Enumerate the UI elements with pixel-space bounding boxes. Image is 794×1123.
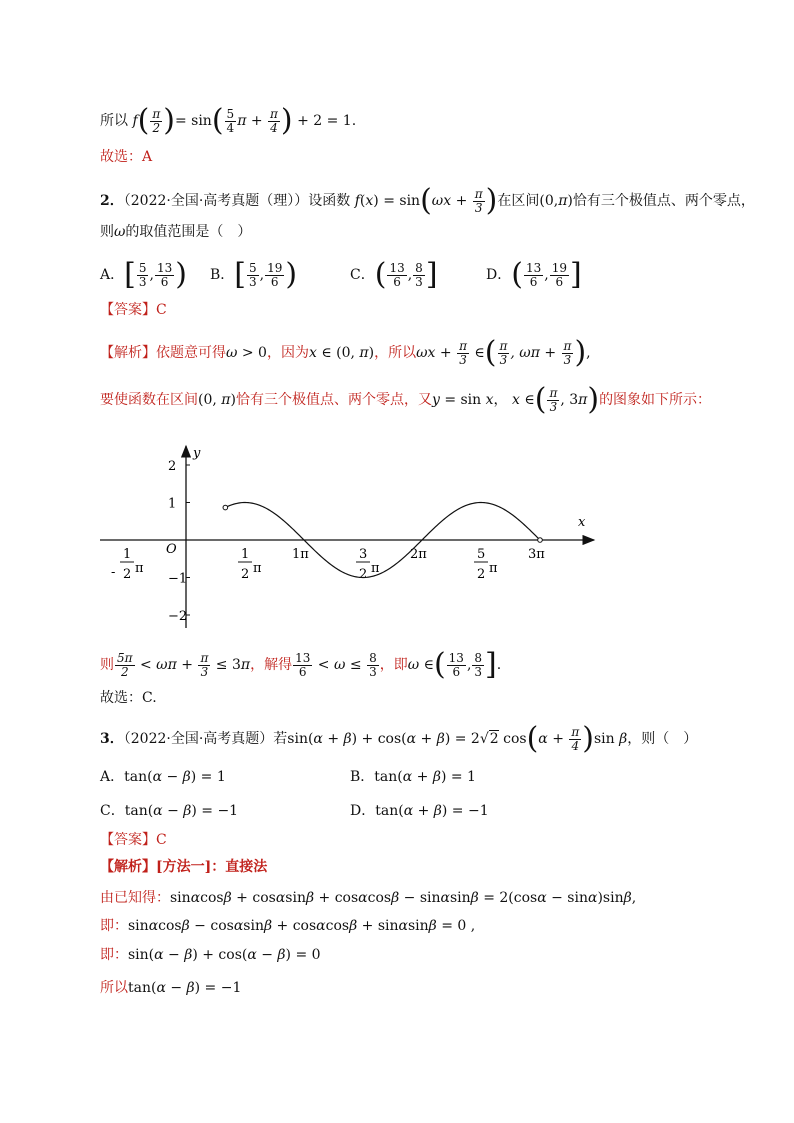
svg-text:5: 5 xyxy=(477,547,486,562)
question-2-stem-end: 恰有三个极值点、两个零点， xyxy=(572,193,755,209)
question-2-number: 2． xyxy=(100,193,124,209)
svg-text:3: 3 xyxy=(359,547,368,562)
y-axis-label: y xyxy=(193,446,201,461)
question-3-option-a: A．tan(α − β) = 1 xyxy=(100,769,226,785)
svg-text:2: 2 xyxy=(241,567,250,582)
question-3-step-2: 即：sinαcosβ − cosαsinβ + cosαcosβ + sinαsinβ = 0 , xyxy=(100,918,476,934)
curve-end-open-point xyxy=(538,538,543,543)
curve-start-open-point xyxy=(223,505,228,510)
origin-label: O xyxy=(166,542,177,557)
choice-line-1: 故选：A xyxy=(100,149,153,165)
svg-text:π: π xyxy=(135,561,144,576)
svg-text:π: π xyxy=(371,561,380,576)
svg-text:-: - xyxy=(111,565,116,580)
x-fraction-tick-label xyxy=(474,547,498,582)
question-2-choose: 故选：C. xyxy=(100,690,157,706)
question-3-answer: 【答案】C xyxy=(100,832,167,848)
x-axis-label: x xyxy=(578,515,586,530)
question-3-option-c: C．tan(α − β) = −1 xyxy=(100,803,239,819)
svg-text:1: 1 xyxy=(241,547,250,562)
conclusion-line xyxy=(100,103,357,138)
svg-text:2: 2 xyxy=(477,567,486,582)
x-fraction-tick-label xyxy=(111,547,144,582)
question-2-source: （2022·全国·高考真题（理））设函数 xyxy=(123,193,351,209)
svg-text:2: 2 xyxy=(359,567,368,582)
question-2-option-d: D．( $\frac{13}{6}$ , $\frac{19}{6}$ ] xyxy=(486,257,582,292)
question-2-function: f(x) = sin(ωx + $\frac{\pi}{3}$ ) xyxy=(354,183,498,218)
question-3-step-4: 所以tan(α − β) = −1 xyxy=(100,980,242,996)
x-tick-label: 1π xyxy=(292,547,309,562)
sine-graph xyxy=(0,440,794,640)
question-3-step-3: 即：sin(α − β) + cos(α − β) = 0 xyxy=(100,947,321,963)
x-fraction-tick-label xyxy=(238,547,262,582)
svg-text:π: π xyxy=(489,561,498,576)
x-tick-label: 3π xyxy=(528,547,545,562)
question-3-option-d: D．tan(α + β) = −1 xyxy=(350,803,489,819)
question-3-stem: 3．（2022·全国·高考真题）若sin(α + β) + cos(α + β) = 2√2 cos(α + $\frac{\pi}{4}$ )sin β，则（ ） xyxy=(100,721,698,756)
question-2-stem-mid: 在区间 xyxy=(497,193,540,209)
question-3-method: 【解析】[方法一]：直接法 xyxy=(100,859,268,875)
svg-text:π: π xyxy=(253,561,262,576)
question-2-line-2: 则ω的取值范围是（ ） xyxy=(100,224,252,240)
y-tick-label: 2 xyxy=(168,459,177,474)
conclusion-prefix: 所以 xyxy=(100,113,128,129)
y-tick-label: 1 xyxy=(168,496,177,512)
question-2-option-c: C．( $\frac{13}{6}$ , $\frac{8}{3}$ ] xyxy=(350,257,438,292)
svg-text:1: 1 xyxy=(123,547,132,562)
question-2-stem: 2．（2022·全国·高考真题（理））设函数 f(x) = sin(ωx + $\frac{\pi}{3}$ )在区间(0,π)恰有三个极值点、两个零点， xyxy=(100,183,755,218)
question-2-inequality: 则 $\frac{5\pi}{2}$ < ωπ + $\frac{\pi}{3}$ ≤ 3π，解得 $\frac{13}{6}$ < ω ≤ $\frac{8}{3}$ ，即ω ∈( $\frac{13}{6}$ , $\frac{8}{3}$ ]. xyxy=(100,647,502,682)
question-3-step-1: 由已知得：sinαcosβ + cosαsinβ + cosαcosβ − sinαsinβ = 2(cosα − sinα)sinβ, xyxy=(100,890,637,906)
conclusion-formula: f( $\frac{\pi}{2}$ )= sin( $\frac{5}{4}$ π + $\frac{\pi}{4}$ ) + 2 = 1. xyxy=(132,103,357,138)
svg-text:2: 2 xyxy=(123,567,132,582)
question-2-option-b: B．[ $\frac{5}{3}$ , $\frac{19}{6}$ ) xyxy=(210,257,298,292)
y-tick-label: −1 xyxy=(168,571,188,587)
question-3-option-b: B．tan(α + β) = 1 xyxy=(350,769,476,785)
x-tick-label: 2π xyxy=(410,547,427,562)
question-2-analysis: 【解析】依题意可得ω > 0，因为x ∈ (0, π)，所以ωx + $\frac{\pi}{3}$ ∈( $\frac{\pi}{3}$ , ωπ + $\frac{\pi}{3}$ ), xyxy=(100,335,591,370)
question-2-option-a: A．[ $\frac{5}{3}$ , $\frac{13}{6}$ ) xyxy=(100,257,187,292)
question-2-requirement: 要使函数在区间(0, π)恰有三个极值点、两个零点，又y = sin x， x ∈( $\frac{\pi}{3}$ , 3π)的图象如下所示： xyxy=(100,382,712,417)
y-tick-label: −2 xyxy=(168,609,188,624)
question-2-answer: 【答案】C xyxy=(100,302,167,318)
